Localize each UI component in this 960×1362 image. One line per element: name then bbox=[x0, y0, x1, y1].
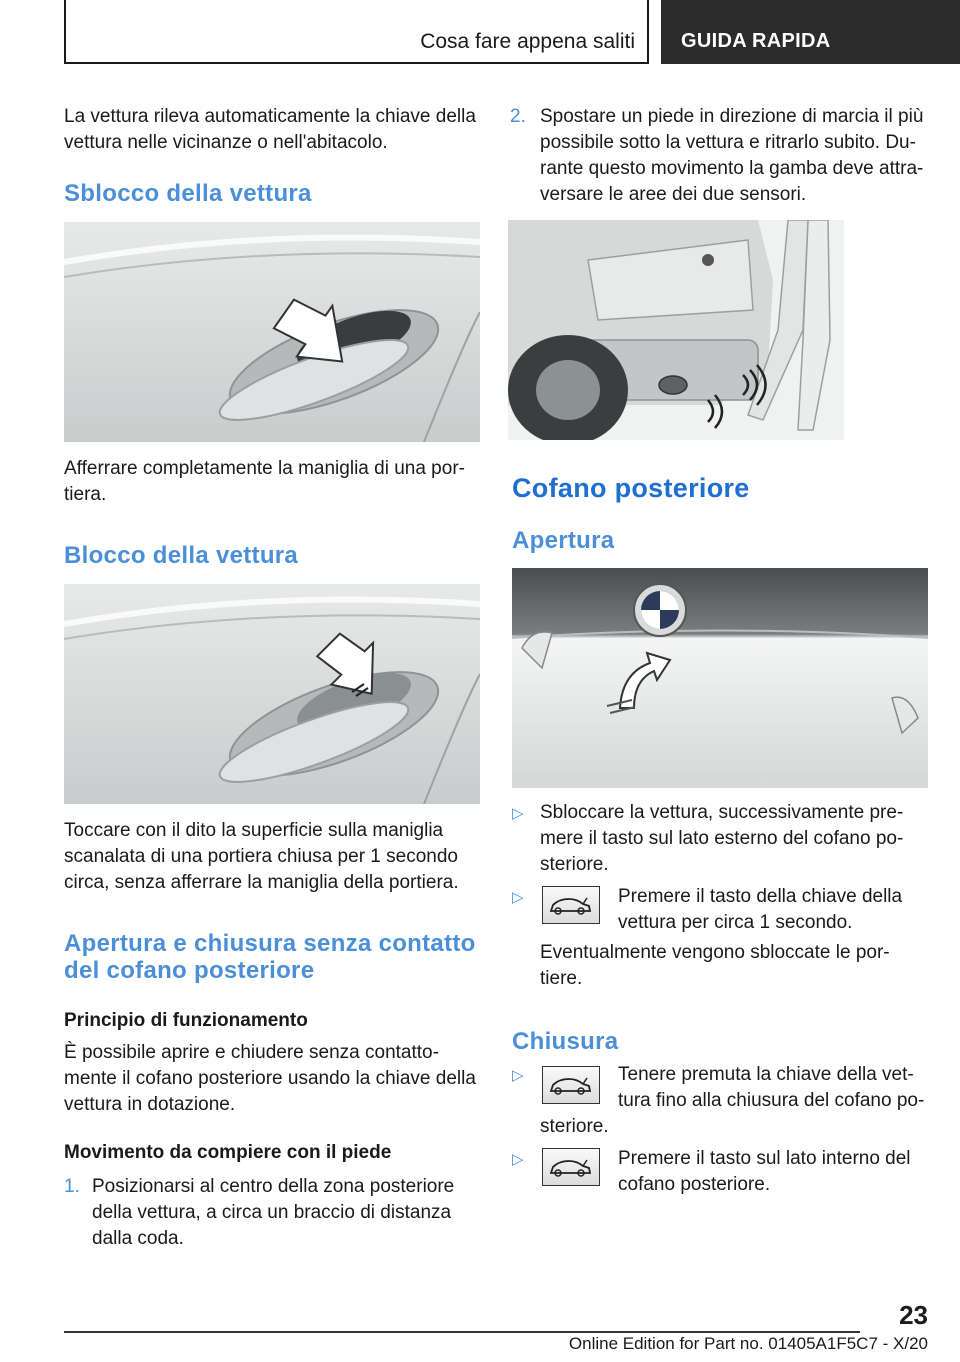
step-2-line-3: rante questo movimento la gamba deve attra- bbox=[540, 158, 924, 179]
principle-text-line-1: È possibile aprire e chiudere senza contatto- bbox=[64, 1042, 439, 1063]
page-header bbox=[64, 0, 960, 64]
step-2-line-1: Spostare un piede in direzione di marcia il più bbox=[540, 106, 924, 127]
bullet-3-marker: ▷ bbox=[512, 1067, 524, 1084]
figure-door-handle-lock bbox=[64, 584, 480, 804]
car-key-hold-icon bbox=[542, 1066, 600, 1104]
step-2-number: 2. bbox=[510, 106, 526, 127]
intro-line-1: La vettura rileva automaticamente la chiave della bbox=[64, 106, 476, 127]
principle-text-line-3: vettura in dotazione. bbox=[64, 1094, 236, 1115]
movement-heading: Movimento da compiere con il piede bbox=[64, 1142, 392, 1163]
bullet-2-note-line-1: Eventualmente vengono sbloccate le por- bbox=[540, 942, 890, 963]
bullet-3-line-3: steriore. bbox=[540, 1116, 609, 1137]
principle-heading: Principio di funzionamento bbox=[64, 1010, 308, 1031]
header-chapter-box bbox=[661, 0, 960, 64]
bullet-1-line-1: Sbloccare la vettura, successivamente pre- bbox=[540, 802, 904, 823]
page-number: 23 bbox=[899, 1300, 928, 1330]
lock-text-line-3: circa, senza afferrare la maniglia della portiera. bbox=[64, 872, 459, 893]
bullet-2-line-1: Premere il tasto della chiave della bbox=[618, 886, 903, 907]
unlock-text-line-1: Afferrare completamente la maniglia di una por- bbox=[64, 458, 465, 479]
bullet-3-line-1: Tenere premuta la chiave della vet- bbox=[618, 1064, 914, 1085]
bullet-2-marker: ▷ bbox=[512, 889, 524, 906]
bullet-1-line-2: mere il tasto sul lato esterno del cofano po- bbox=[540, 828, 904, 849]
unlock-text-line-2: tiera. bbox=[64, 484, 107, 505]
contactless-heading-line-1: Apertura e chiusura senza contatto bbox=[64, 930, 476, 957]
bullet-2-note-line-2: tiere. bbox=[540, 968, 583, 989]
footer-edition: Online Edition for Part no. 01405A1F5C7 - X/20 bbox=[568, 1334, 928, 1353]
lock-heading: Blocco della vettura bbox=[64, 542, 299, 569]
figure-foot-gesture bbox=[508, 220, 844, 440]
step-1-line-2: della vettura, a circa un braccio di distanza bbox=[92, 1202, 452, 1223]
step-1-line-1: Posizionarsi al centro della zona posteriore bbox=[92, 1176, 455, 1197]
lock-text-line-2: scanalata di una portiera chiusa per 1 secondo bbox=[64, 846, 458, 867]
bullet-3-line-2: tura fino alla chiusura del cofano po- bbox=[618, 1090, 925, 1111]
lock-text-line-1: Toccare con il dito la superficie sulla maniglia bbox=[64, 820, 444, 841]
header-chapter-title: GUIDA RAPIDA bbox=[681, 30, 831, 52]
header-section-title: Cosa fare appena saliti bbox=[420, 30, 635, 53]
principle-text-line-2: mente il cofano posteriore usando la chiave della bbox=[64, 1068, 476, 1089]
figure-door-handle-unlock bbox=[64, 222, 480, 442]
figure-tailgate-button bbox=[512, 568, 928, 788]
bullet-1-marker: ▷ bbox=[512, 805, 524, 822]
step-2-line-4: versare le aree dei due sensori. bbox=[540, 184, 807, 205]
step-2-line-2: possibile sotto la vettura e ritrarlo subito. Du- bbox=[540, 132, 916, 153]
contactless-heading-line-2: del cofano posteriore bbox=[64, 957, 315, 984]
bullet-4-marker: ▷ bbox=[512, 1151, 524, 1168]
bullet-2-line-2: vettura per circa 1 secondo. bbox=[618, 912, 853, 933]
header-section-box bbox=[64, 0, 649, 64]
car-key-tailgate-icon bbox=[542, 886, 600, 924]
tailgate-heading: Cofano posteriore bbox=[512, 473, 750, 503]
step-1-line-3: dalla coda. bbox=[92, 1228, 184, 1249]
footer-divider bbox=[64, 1331, 860, 1333]
unlock-heading: Sblocco della vettura bbox=[64, 180, 312, 207]
intro-line-2: vettura nelle vicinanze o nell'abitacolo. bbox=[64, 132, 388, 153]
closing-heading: Chiusura bbox=[512, 1028, 619, 1055]
opening-heading: Apertura bbox=[512, 527, 615, 554]
step-1-number: 1. bbox=[64, 1176, 80, 1197]
bullet-1-line-3: steriore. bbox=[540, 854, 609, 875]
bullet-4-line-1: Premere il tasto sul lato interno del bbox=[618, 1148, 911, 1169]
tailgate-interior-button-icon bbox=[542, 1148, 600, 1186]
bullet-4-line-2: cofano posteriore. bbox=[618, 1174, 771, 1195]
